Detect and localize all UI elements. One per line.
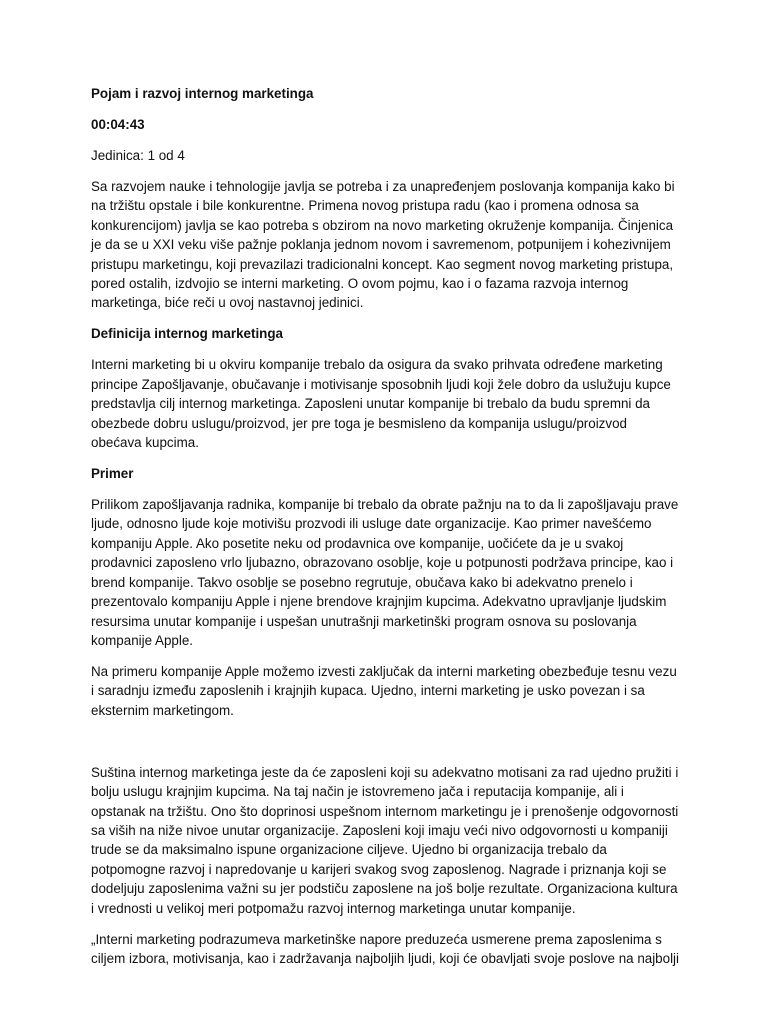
- unit-label: Jedinica: 1 od 4: [91, 148, 185, 163]
- example-heading: Primer: [91, 466, 134, 482]
- duration-label: 00:04:43: [91, 117, 145, 132]
- definition-heading: Definicija internog marketinga: [91, 326, 283, 342]
- document-title: Pojam i razvoj internog marketinga: [91, 86, 314, 101]
- intro-paragraph: Sa razvojem nauke i tehnologije javlja se potreba i za unapređenjem poslovanja kompanija kako bi na tržištu opstale i bile konkurentne. Primena novog pristupa radu (kao i promena odnosa sa konkurencijom) javlja se kao potreba s obzirom na novo marketing okruženje kompanija. Činjenica je da se u XXI veku više pažnje poklanja jednom novom i savremenom, potpunijem i kohezivnijem pristupu marketingu, koji prevazilazi tradicionalni koncept. Kao segment novog marketing pristupa, pored ostalih, izdvojio se interni marketing. O ovom pojmu, kao i o fazama razvoja internog marketinga, biće reči u ovoj nastavnoj jedinici.: [91, 179, 675, 311]
- definition-paragraph: Interni marketing bi u okviru kompanije trebalo da osigura da svako prihvata određene marketing principe Zapošljavanje, obučavanje i motivisanje sposobnih ljudi koji žele dobro da uslužuju kupce predstavlja cilj internog marketinga. Zaposleni unutar kompanije bi trebalo da budu spremni da obezbede dobru uslugu/proizvod, jer pre toga je besmisleno da kompanija uslugu/proizvod obećava kupcima.: [91, 357, 671, 451]
- example-paragraph-1: Prilikom zapošljavanja radnika, kompanije bi trebalo da obrate pažnju na to da li zapošljavaju prave ljude, odnosno ljude koje motivišu prozvodi ili usluge date organizacije. Kao primer navešćemo kompaniju Apple. Ako posetite neku od prodavnica ove kompanije, uočićete da je u svakoj prodavnici zaposleno vrlo ljubazno, obrazovano osoblje, koje u potpunosti podržava principe, kao i brend kompanije. Takvo osoblje se posebno regrutuje, obučava kako bi adekvatno prenelo i prezentovalo kompaniju Apple i njene brendove krajnjim kupcima. Adekvatno upravljanje ljudskim resursima unutar kompanije i uspešan unutrašnji marketinški program osnova su poslovanja kompanije Apple.: [91, 497, 679, 648]
- quote-paragraph: „Interni marketing podrazumeva marketinške napore preduzeća usmerene prema zaposlenima s ciljem izbora, motivisanja, kao i zadržavanja najboljih ljudi, koji će obavljati svoje poslove na najbolji: [91, 931, 680, 966]
- blank-spacer: [91, 732, 681, 763]
- example-paragraph-2: Na primeru kompanije Apple možemo izvesti zaključak da interni marketing obezbeđuje tesnu vezu i saradnju između zaposlenih i krajnjih kupaca. Ujedno, interni marketing je usko povezan i sa eksternim marketingom.: [91, 663, 677, 718]
- essence-paragraph: Suština internog marketinga jeste da će zaposleni koji su adekvatno motisani za rad ujedno pružiti i bolju uslugu krajnjim kupcima. Na taj način je istovremeno jača i reputacija kompanije, ali i opstanak na tržištu. Ono što doprinosi uspešnom internom marketingu je i prenošenje odgovornosti sa viših na niže nivoe unutar organizacije. Zaposleni koji imaju veći nivo odgovornosti u kompaniji trude se da maksimalno ispune organizacione ciljeve. Ujedno bi organizacija trebalo da potpomogne razvoj i napredovanje u karijeri svakog svog zaposlenog. Nagrade i priznanja koji se dodeljuju zaposlenima važni su jer podstiču zaposlene na još bolje rezultate. Organizaciona kultura i vrednosti u velikoj meri potpomažu razvoj internog marketinga unutar kompanije.: [91, 764, 679, 916]
- document-content: [91, 84, 681, 980]
